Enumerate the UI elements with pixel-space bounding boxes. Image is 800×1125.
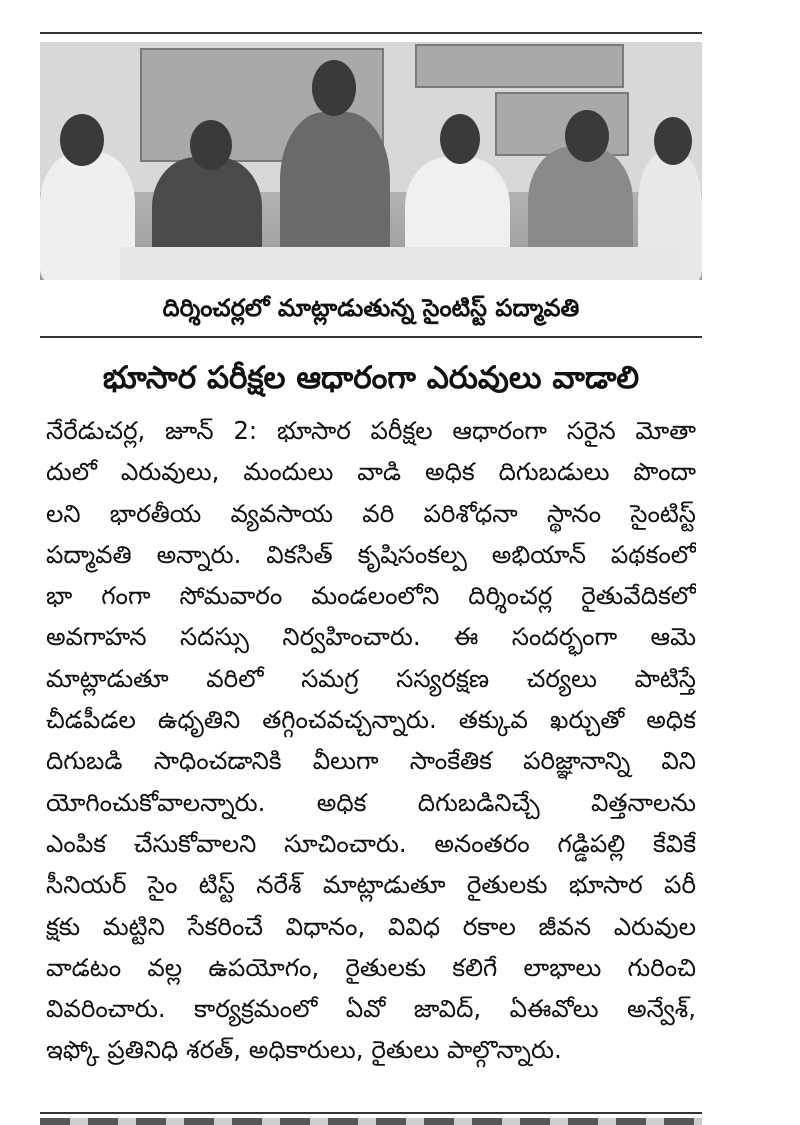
body-line: దులో ఎరువులు, మందులు వాడి అధిక దిగుబడులు పొందా bbox=[46, 457, 696, 487]
body-line: యోగించుకోవాలన్నారు. అధిక దిగుబడినిచ్చే విత్తనాలను bbox=[46, 787, 696, 817]
news-photo bbox=[40, 42, 702, 280]
previous-article-fragment bbox=[40, 0, 700, 16]
article-body bbox=[46, 410, 696, 1071]
body-line: సీనియర్ సైం టిస్ట్ నరేశ్ మాట్లాడుతూ రైతులకు భూసార పరీ bbox=[46, 870, 696, 900]
body-line: మాట్లాడుతూ వరిలో సమగ్ర సస్యరక్షణ చర్యలు పాటిస్తే bbox=[46, 663, 696, 693]
body-line: లని భారతీయ వ్యవసాయ వరి పరిశోధనా స్థానం సైంటిస్ట్ bbox=[46, 498, 696, 528]
body-line: భా గంగా సోమవారం మండలంలోని దిర్శించర్ల రైతువేదికలో bbox=[46, 581, 696, 611]
article-headline: భూసార పరీక్షల ఆధారంగా ఎరువులు వాడాలి bbox=[102, 360, 640, 396]
body-line: అవగాహన సదస్సు నిర్వహించారు. ఈ సందర్భంగా ఆమె bbox=[46, 622, 696, 652]
body-line: ఇఫ్కో ప్రతినిధి శరత్, అధికారులు, రైతులు పాల్గొన్నారు. bbox=[46, 1035, 562, 1065]
body-line: నేరేడుచర్ల, జూన్ 2: భూసార పరీక్షల ఆధారంగా సరైన మోతా bbox=[46, 416, 696, 445]
next-article-fragment bbox=[40, 1118, 702, 1125]
photo-caption: దిర్శించర్లలో మాట్లాడుతున్న సైంటిస్ట్ పద్మావతి bbox=[162, 294, 580, 322]
body-line: వివరించారు. కార్యక్రమంలో ఏవో జావిద్, ఏఈవోలు అన్వేశ్, bbox=[46, 994, 696, 1024]
body-line: ఎంపిక చేసుకోవాలని సూచించారు. అనంతరం గడ్డిపల్లి కేవికే bbox=[46, 828, 696, 858]
body-line: దిగుబడి సాధించడానికి వీలుగా సాంకేతిక పరిజ్ఞానాన్ని విని bbox=[46, 746, 696, 776]
body-line: వాడటం వల్ల ఉపయోగం, రైతులకు కలిగే లాభాలు గురించి bbox=[46, 952, 696, 982]
body-line: క్షకు మట్టిని సేకరించే విధానం, వివిధ రకాల జీవన ఎరువుల bbox=[46, 911, 696, 941]
top-divider bbox=[40, 32, 702, 34]
body-line: పద్మావతి అన్నారు. వికసిత్ కృషిసంకల్ప అభియాన్ పథకంలో bbox=[46, 539, 696, 569]
body-line: చీడపీడల ఉధృతిని తగ్గించవచ్చన్నారు. తక్కువ ఖర్చుతో అధిక bbox=[46, 705, 696, 735]
bottom-divider bbox=[40, 1112, 702, 1114]
caption-divider bbox=[40, 336, 702, 338]
